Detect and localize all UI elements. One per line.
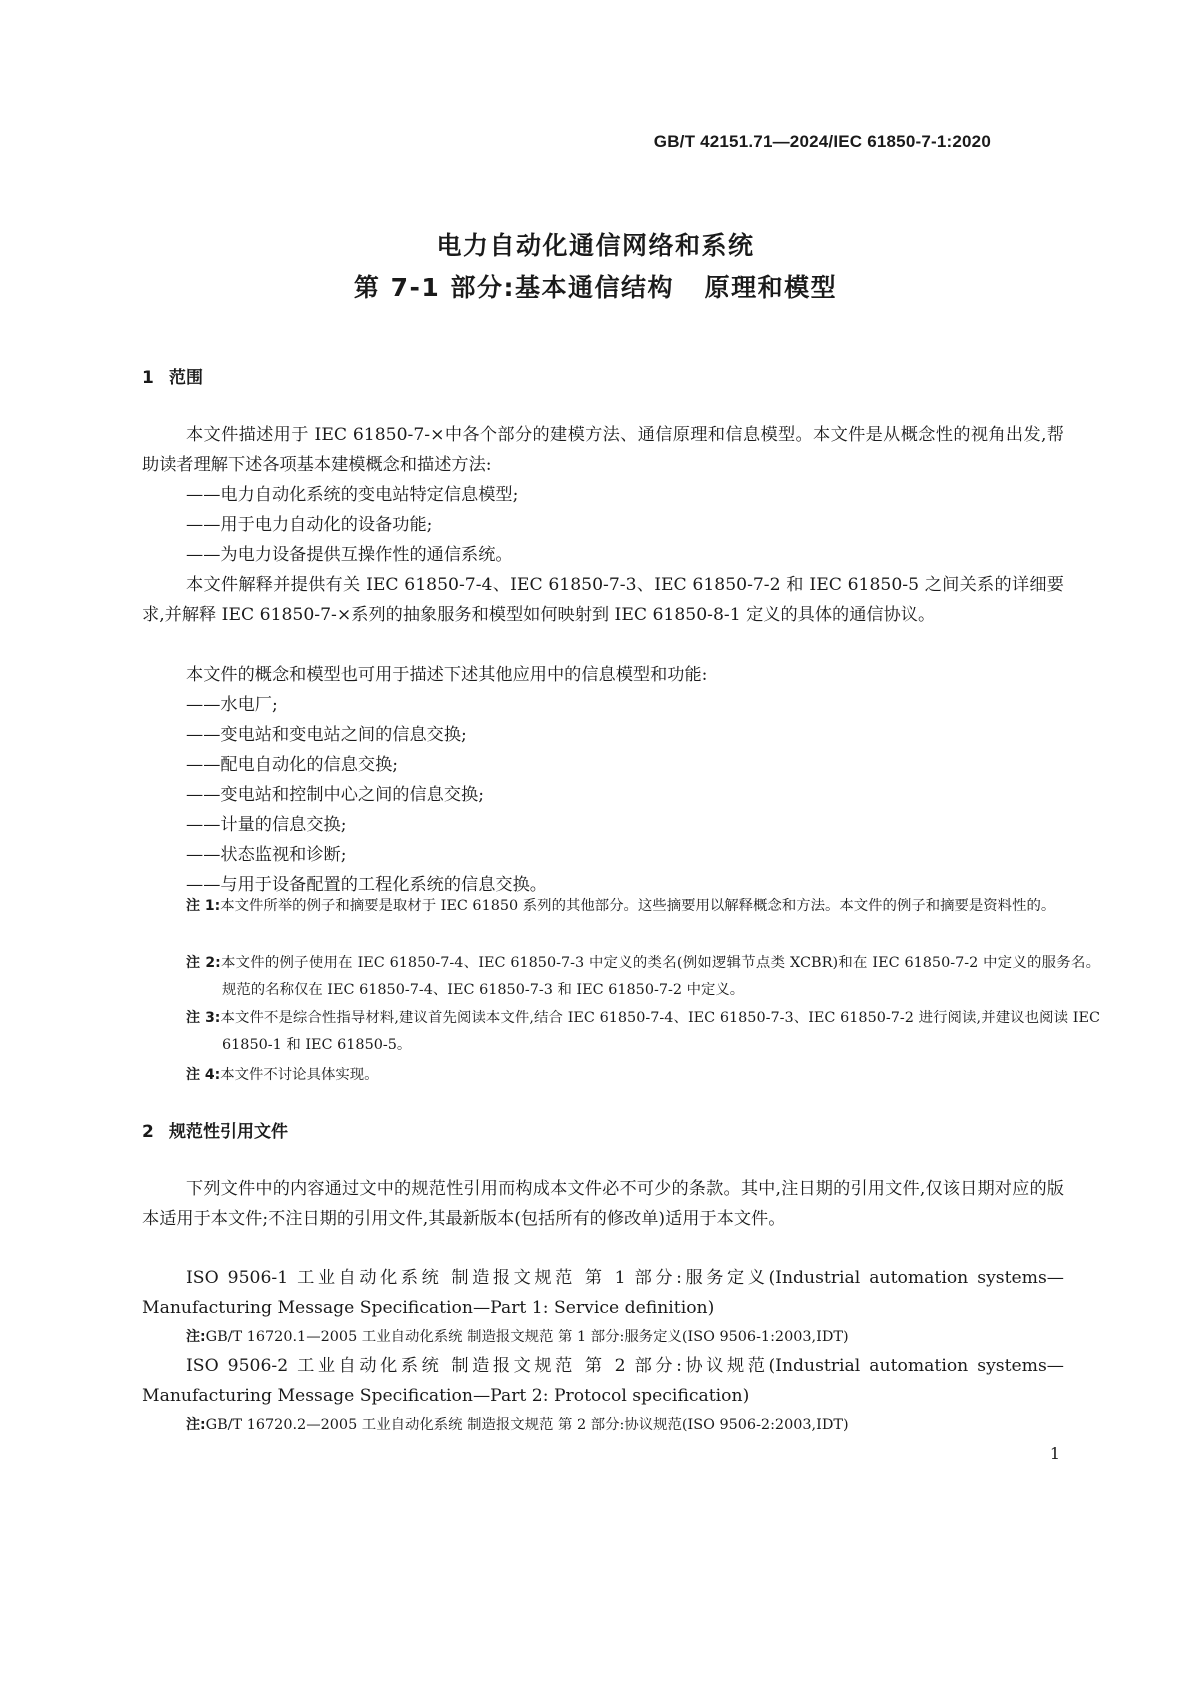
note-label: 注 1: bbox=[186, 898, 221, 914]
list-item: ——为电力设备提供互操作性的通信系统。 bbox=[186, 545, 513, 565]
standard-number: GB/T 42151.71—2024/IEC 61850-7-1:2020 bbox=[653, 132, 991, 151]
section-1-paragraph: 本文件的概念和模型也可用于描述下述其他应用中的信息模型和功能: bbox=[186, 665, 708, 685]
note-text: 本文件所举的例子和摘要是取材于 IEC 61850 系列的其他部分。这些摘要用以解释概念和方法。本文件的例子和摘要是资料性的。 bbox=[220, 898, 1056, 914]
note-text: GB/T 16720.2—2005 工业自动化系统 制造报文规范 第 2 部分:协议规范(ISO 9506-2:2003,IDT) bbox=[205, 1417, 849, 1433]
normative-reference: ISO 9506-2 工业自动化系统 制造报文规范 第 2 部分:协议规范(Industrial automation systems—Manufacturing Message Specification—Part 2: Protocol specification) bbox=[142, 1356, 1064, 1406]
note bbox=[186, 893, 1100, 920]
list-item: ——状态监视和诊断; bbox=[186, 845, 347, 865]
list-item: ——配电自动化的信息交换; bbox=[186, 755, 399, 775]
section-1-paragraph: 本文件描述用于 IEC 61850-7-×中各个部分的建模方法、通信原理和信息模型。本文件是从概念性的视角出发,帮助读者理解下述各项基本建模概念和描述方法: bbox=[142, 425, 1064, 475]
section-2-heading bbox=[142, 1117, 288, 1142]
list-item: ——变电站和变电站之间的信息交换; bbox=[186, 725, 467, 745]
reference-note bbox=[186, 1324, 1100, 1351]
note-text: 本文件的例子使用在 IEC 61850-7-4、IEC 61850-7-3 中定义的类名(例如逻辑节点类 XCBR)和在 IEC 61850-7-2 中定义的服务名。规范的名称仅在 IEC 61850-7-4、IEC 61850-7-3 和 IEC 61850-7-2 中定义。 bbox=[220, 955, 1100, 998]
note bbox=[186, 950, 1100, 1004]
note-label: 注: bbox=[186, 1329, 206, 1345]
note-label: 注 4: bbox=[186, 1067, 221, 1083]
section-number: 1 bbox=[142, 368, 154, 388]
note-text: 本文件不是综合性指导材料,建议首先阅读本文件,结合 IEC 61850-7-4、IEC 61850-7-3、IEC 61850-7-2 进行阅读,并建议也阅读 IEC 61850-1 和 IEC 61850-5。 bbox=[220, 1010, 1100, 1053]
section-number: 2 bbox=[142, 1122, 154, 1142]
note bbox=[186, 1062, 1100, 1089]
section-1-paragraph: 本文件解释并提供有关 IEC 61850-7-4、IEC 61850-7-3、IEC 61850-7-2 和 IEC 61850-5 之间关系的详细要求,并解释 IEC 61850-7-×系列的抽象服务和模型如何映射到 IEC 61850-8-1 定义的具体的通信协议。 bbox=[142, 575, 1064, 625]
section-2-paragraph: 下列文件中的内容通过文中的规范性引用而构成本文件必不可少的条款。其中,注日期的引用文件,仅该日期对应的版本适用于本文件;不注日期的引用文件,其最新版本(包括所有的修改单)适用于本文件。 bbox=[142, 1179, 1064, 1229]
section-1-heading bbox=[142, 363, 203, 388]
note-label: 注: bbox=[186, 1417, 206, 1433]
note-label: 注 3: bbox=[186, 1010, 221, 1026]
document-title-line-2: 第 7-1 部分:基本通信结构 原理和模型 bbox=[353, 273, 838, 302]
list-item: ——用于电力自动化的设备功能; bbox=[186, 515, 433, 535]
note-text: GB/T 16720.1—2005 工业自动化系统 制造报文规范 第 1 部分:服务定义(ISO 9506-1:2003,IDT) bbox=[205, 1329, 849, 1345]
page-number: 1 bbox=[1049, 1444, 1060, 1463]
section-title: 规范性引用文件 bbox=[169, 1122, 288, 1142]
list-item: ——与用于设备配置的工程化系统的信息交换。 bbox=[186, 875, 547, 895]
note-text: 本文件不讨论具体实现。 bbox=[220, 1067, 379, 1083]
list-item: ——计量的信息交换; bbox=[186, 815, 347, 835]
reference-note bbox=[186, 1412, 1100, 1439]
note-label: 注 2: bbox=[186, 955, 221, 971]
normative-reference: ISO 9506-1 工业自动化系统 制造报文规范 第 1 部分:服务定义(Industrial automation systems—Manufacturing Message Specification—Part 1: Service definition) bbox=[142, 1268, 1064, 1318]
section-title: 范围 bbox=[169, 368, 203, 388]
list-item: ——水电厂; bbox=[186, 695, 278, 715]
document-title-line-1: 电力自动化通信网络和系统 bbox=[436, 231, 755, 260]
note bbox=[186, 1005, 1100, 1059]
list-item: ——变电站和控制中心之间的信息交换; bbox=[186, 785, 484, 805]
list-item: ——电力自动化系统的变电站特定信息模型; bbox=[186, 485, 519, 505]
